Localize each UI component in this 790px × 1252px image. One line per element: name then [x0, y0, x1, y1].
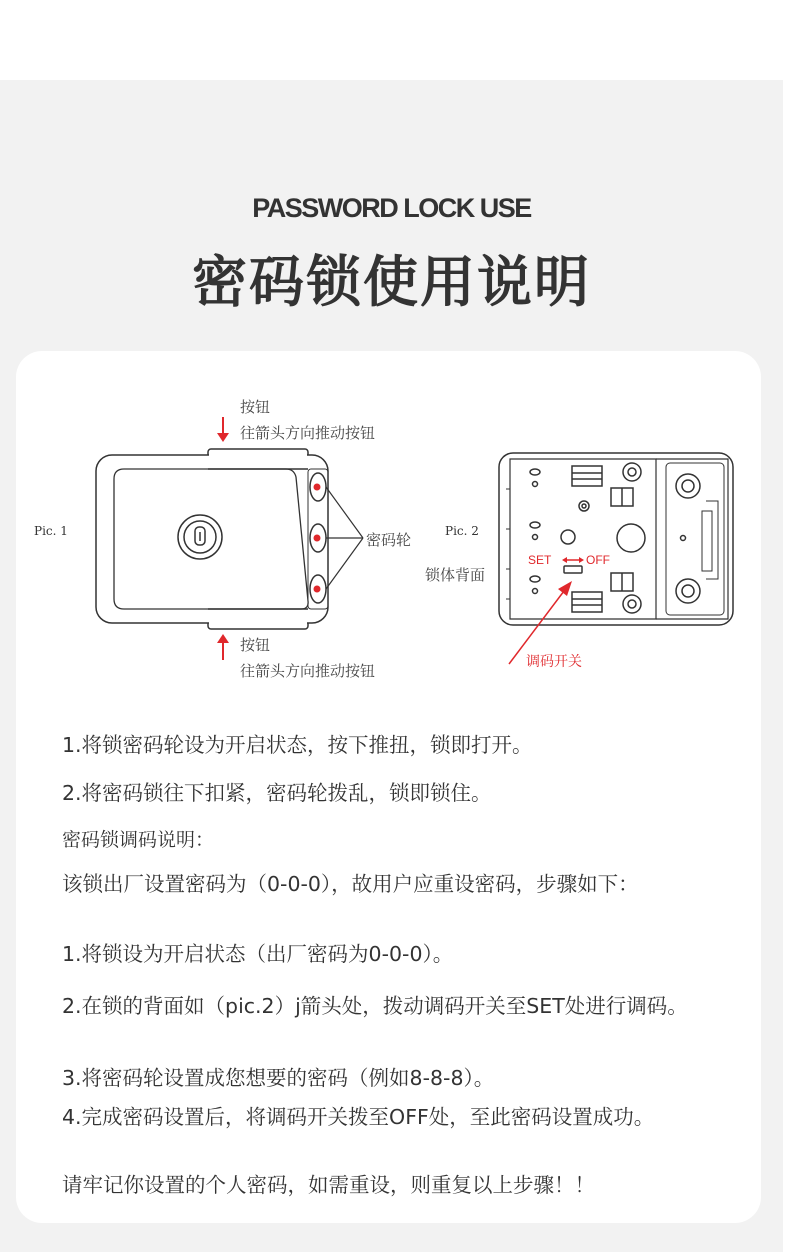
lock-diagram: [16, 351, 761, 691]
set-text: SET: [528, 553, 552, 567]
bottom-button-label: 按钮: [240, 636, 271, 654]
switch-label: 调码开关: [526, 654, 582, 670]
instruction-step: 该锁出厂设置密码为（0-0-0），故用户应重设密码，步骤如下：: [62, 872, 639, 896]
top-button-label: 按钮: [240, 398, 271, 416]
lock-back-label: 锁体背面: [425, 566, 486, 584]
off-text: OFF: [586, 553, 610, 567]
instruction-step: 4.完成密码设置后，将调码开关拨至OFF处，至此密码设置成功。: [62, 1105, 655, 1129]
title-english: PASSWORD LOCK USE: [252, 193, 531, 223]
top-button-hint: 往箭头方向推动按钮: [240, 424, 376, 442]
pic2-label: Pic. 2: [445, 524, 479, 538]
instruction-step: 2.将密码锁往下扣紧，密码轮拨乱，锁即锁住。: [62, 781, 492, 805]
instruction-step: 1.将锁设为开启状态（出厂密码为0-0-0）。: [62, 942, 454, 966]
instruction-card: [16, 351, 761, 1223]
title-chinese: 密码锁使用说明: [191, 250, 591, 314]
section-heading: 密码锁调码说明：: [62, 829, 215, 851]
pic1-label: Pic. 1: [34, 524, 68, 538]
instruction-step: 1.将锁密码轮设为开启状态，按下推扭，锁即打开。: [62, 733, 533, 757]
bottom-button-hint: 往箭头方向推动按钮: [240, 662, 376, 680]
instruction-step: 3.将密码轮设置成您想要的密码（例如8-8-8）。: [62, 1066, 495, 1090]
closing-note: 请牢记你设置的个人密码，如需重设，则重复以上步骤！！: [62, 1173, 595, 1197]
lock-back-drawing: [499, 453, 733, 664]
lock-front-drawing: [96, 417, 363, 660]
wheel-label: 密码轮: [366, 531, 412, 549]
instruction-step: 2.在锁的背面如（pic.2）j箭头处，拨动调码开关至SET处进行调码。: [62, 994, 688, 1018]
